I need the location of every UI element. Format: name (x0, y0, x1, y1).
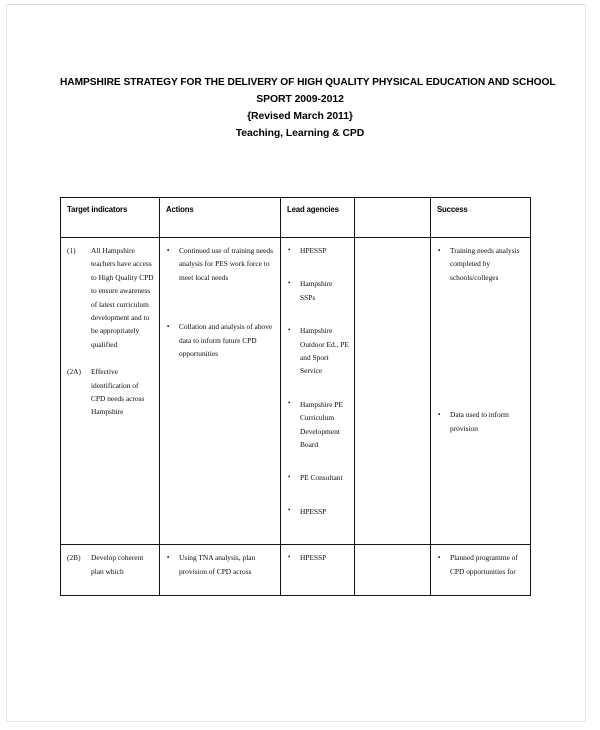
table-header-row (61, 198, 531, 238)
title-line-3: {Revised March 2011} (247, 111, 353, 122)
title-line-1: HAMPSHIRE STRATEGY FOR THE DELIVERY OF HIGH QUALITY PHYSICAL EDUCATION AND SCHOOL (60, 77, 556, 88)
cell-actions (160, 238, 281, 545)
column-header-success: Success (431, 198, 531, 238)
indicator-text: Develop coherent plan which (91, 553, 144, 576)
list-item: ▪ Using TNA analysis, plan provision of CPD across (166, 551, 275, 578)
list-item: ▪ Training needs analysis completed by schools/colleges (437, 244, 525, 284)
column-header-blank (355, 198, 431, 238)
strategy-table (60, 197, 531, 596)
table-row (61, 545, 531, 596)
column-header-actions: Actions (160, 198, 281, 238)
cell-lead-agencies (281, 238, 355, 545)
cell-lead-agencies (281, 545, 355, 596)
list-item: ▪ Planned programme of CPD opportunities for (437, 551, 525, 578)
list-item: • HPESSP (287, 551, 349, 564)
cell-blank (355, 545, 431, 596)
list-item: • PE Consultant (287, 471, 349, 484)
indicator-item (67, 551, 154, 578)
list-item: ▪ Data used to inform provision (437, 408, 525, 435)
indicator-item (67, 365, 154, 419)
actions-list (166, 551, 275, 578)
cell-success (431, 545, 531, 596)
list-item: • Hampshire SSPs (287, 277, 349, 304)
list-item: • Hampshire PE Curriculum Development Board (287, 398, 349, 452)
cell-target-indicators (61, 545, 160, 596)
cell-actions (160, 545, 281, 596)
success-list-bottom (437, 408, 525, 435)
indicator-number: (1) (67, 246, 76, 255)
document-title (60, 74, 556, 142)
cell-target-indicators (61, 238, 160, 545)
cell-success (431, 238, 531, 545)
indicator-number: (2B) (67, 553, 81, 563)
indicator-text: Effective identification of CPD needs across Hampshire (91, 367, 145, 417)
success-list-top (437, 551, 525, 578)
title-line-2: SPORT 2009-2012 (256, 94, 344, 105)
lead-agencies-list (287, 551, 349, 564)
indicator-text: All Hampshire teachers have access to High Quality CPD to ensure awareness of latest curriculum development and to be appropriately qualified (91, 246, 154, 349)
list-item: ▪ Collation and analysis of above data to inform future CPD opportunities (166, 320, 275, 360)
success-list-top (437, 244, 525, 284)
list-item: • Hampshire Outdoor Ed., PE and Sport Service (287, 324, 349, 378)
indicator-number: (2A) (67, 367, 81, 377)
column-header-lead-agencies: Lead agencies (281, 198, 355, 238)
list-item: • HPESSP (287, 505, 349, 518)
cell-blank (355, 238, 431, 545)
list-item: • HPESSP (287, 244, 349, 257)
table-row (61, 238, 531, 545)
actions-list (166, 244, 275, 360)
list-item: ▪ Continued use of training needs analysis for PES work force to meet local needs (166, 244, 275, 284)
lead-agencies-list (287, 244, 349, 518)
title-line-4: Teaching, Learning & CPD (235, 128, 365, 139)
column-header-target-indicators: Target indicators (61, 198, 160, 238)
indicator-item (67, 244, 154, 351)
success-spacer (437, 284, 525, 408)
